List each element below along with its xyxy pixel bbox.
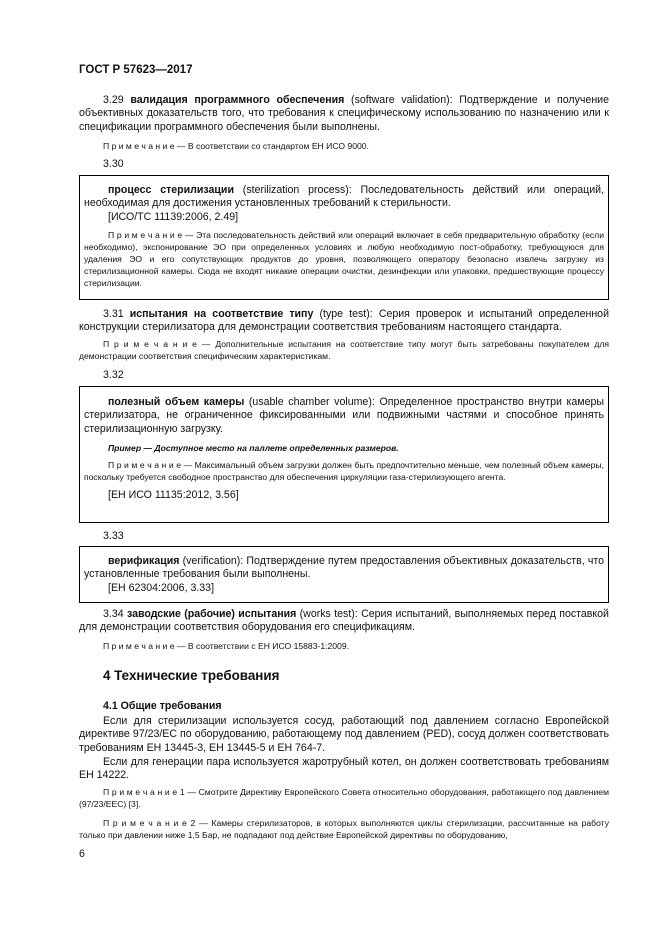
term-3-30 bbox=[84, 184, 604, 211]
note-3-31 bbox=[79, 338, 609, 362]
note-2 bbox=[79, 817, 609, 841]
note-1 bbox=[79, 786, 609, 810]
term-reference: [ЕН 62304:2006, 3.33] bbox=[108, 581, 215, 594]
note-text: — Дополнительные испытания на соответствие типу могут быть затребованы покупателем для демонстрации соответствия специфическим характеристикам. bbox=[79, 339, 610, 361]
term-name: верификация bbox=[108, 555, 180, 567]
note-label: П р и м е ч а н и е bbox=[103, 141, 175, 151]
term-number: 3.29 bbox=[103, 94, 124, 106]
term-name: испытания на соответствие типу bbox=[129, 308, 314, 320]
term-3-31 bbox=[79, 308, 609, 335]
note-3-32 bbox=[84, 459, 604, 483]
note-label: П р и м е ч а н и е 1 bbox=[103, 787, 185, 797]
term-number: 3.34 bbox=[103, 608, 124, 620]
page-number: 6 bbox=[79, 848, 85, 860]
term-definition: Подтверждение путем предоставления объективных доказательств, что установленные требования были выполнены. bbox=[84, 555, 604, 581]
term-definition: Подтверждение и получение bbox=[459, 94, 609, 106]
term-box-3-32 bbox=[79, 386, 609, 523]
term-3-29 bbox=[79, 94, 609, 134]
term-number: 3.31 bbox=[103, 308, 124, 320]
note-3-30 bbox=[84, 229, 604, 289]
term-definition: Серия проверок и испытаний определенной конструкции стерилизатора для демонстрации соответствия требованиям настоящего стандарта. bbox=[79, 308, 609, 334]
term-definition: Определенное пространство внутри камеры стерилизатора, не ограниченное фиксированными или подвижными частями и способное принять стерилизационную загрузку. bbox=[84, 396, 604, 435]
term-name: валидация программного обеспечения bbox=[130, 94, 345, 106]
note-text: — Максимальный объем загрузки должен быть предпочтительно меньше, чем полезный объем камеры, поскольку требуется свободное пространство для обеспечения циркуляции газа-стерилизующего агента. bbox=[84, 460, 604, 483]
note-label: П р и м е ч а н и е bbox=[103, 339, 197, 349]
note-label: П р и м е ч а н и е bbox=[108, 230, 183, 241]
note-text: — Смотрите Директиву Европейского Совета относительно оборудования, работающего под давлением (97/23/ЕЕС) [3]. bbox=[79, 787, 609, 809]
note-label: П р и м е ч а н и е bbox=[103, 641, 175, 651]
term-english: (usable chamber volume): bbox=[248, 396, 375, 408]
note-text: — В соответствии с ЕН ИСО 15883-1:2009. bbox=[176, 641, 350, 651]
term-name: процесс стерилизации bbox=[108, 184, 234, 196]
term-number-3-30: 3.30 bbox=[103, 158, 124, 170]
term-reference: [ЕН ИСО 11135:2012, 3.56] bbox=[108, 489, 239, 502]
note-label: П р и м е ч а н и е 2 bbox=[103, 818, 196, 828]
subsection-title: 4.1 Общие требования bbox=[103, 700, 222, 712]
term-3-33 bbox=[84, 555, 604, 582]
note-label: П р и м е ч а н и е bbox=[108, 460, 181, 471]
note-text: — Камеры стерилизаторов, в которых выполняются циклы стерилизации, рассчитанные на работу только при давлении ниже 1,5 Бар, не подпадают под действие Европейской директивы по оборудованию, bbox=[79, 818, 610, 840]
term-name: заводские (рабочие) испытания bbox=[126, 608, 297, 620]
term-example: Пример — Доступное место на паллете определенных размеров. bbox=[108, 443, 399, 454]
term-english: (software validation): bbox=[351, 94, 453, 106]
term-3-32 bbox=[84, 396, 604, 436]
term-english: (works test): bbox=[299, 608, 358, 620]
note-text: — В соответствии со стандартом ЕН ИСО 9000. bbox=[176, 141, 369, 151]
term-3-34 bbox=[79, 608, 609, 635]
term-reference: [ИСО/ТС 11139:2006, 2.49] bbox=[108, 210, 239, 223]
term-definition: Последовательность действий или операций, необходимая для достижения установленных требований к стерильности. bbox=[84, 184, 605, 210]
note-3-29 bbox=[79, 140, 609, 152]
term-number-3-33: 3.33 bbox=[103, 530, 124, 542]
term-box-3-33 bbox=[79, 546, 609, 603]
term-number-3-32: 3.32 bbox=[103, 369, 124, 381]
section-title: 4 Технические требования bbox=[103, 668, 280, 683]
note-3-34 bbox=[79, 640, 609, 652]
term-box-3-30 bbox=[79, 175, 609, 300]
term-definition: Серия испытаний, выполняемых перед поставкой для демонстрации соответствия оборудования его спецификациям. bbox=[79, 608, 609, 634]
term-english: (verification): bbox=[182, 555, 244, 567]
paragraph: Если для генерации пара используется жаротрубный котел, он должен соответствовать требованиям ЕН 14222. bbox=[79, 756, 609, 782]
note-text: — Эта последовательность действий или операций включает в себя предварительную обработку (если необходимо), экспонирование ЭО при определенных условиях и любую необходимую пост-обработку, требующуюся для удаления ЭО и его сопутствующих продуктов до уровня, позволяющего оператору безопасно извлечь загрузку из стерилизационной камеры. Сюда не входят никакие операции очистки, дезинфекции или упаковки, предшествующие процессу стерилизации. bbox=[84, 230, 605, 289]
term-english: (type test): bbox=[319, 308, 373, 320]
paragraph: Если для стерилизации используется сосуд, работающий под давлением согласно Европейской директиве 97/23/ЕС по оборудованию, работающему под давлением (PED), сосуд должен соответствовать требованиям ЕН 13445-3, ЕН 13445-5 и ЕН 764-7. bbox=[79, 715, 609, 754]
term-name: полезный объем камеры bbox=[108, 396, 245, 408]
document-header: ГОСТ Р 57623—2017 bbox=[79, 64, 193, 76]
term-definition-rest: объективных доказательств того, что требования к специфическому использованию по назначению или к спецификации программного обеспечения были выполнены. bbox=[79, 107, 609, 133]
term-english: (sterilization process): bbox=[242, 184, 352, 196]
